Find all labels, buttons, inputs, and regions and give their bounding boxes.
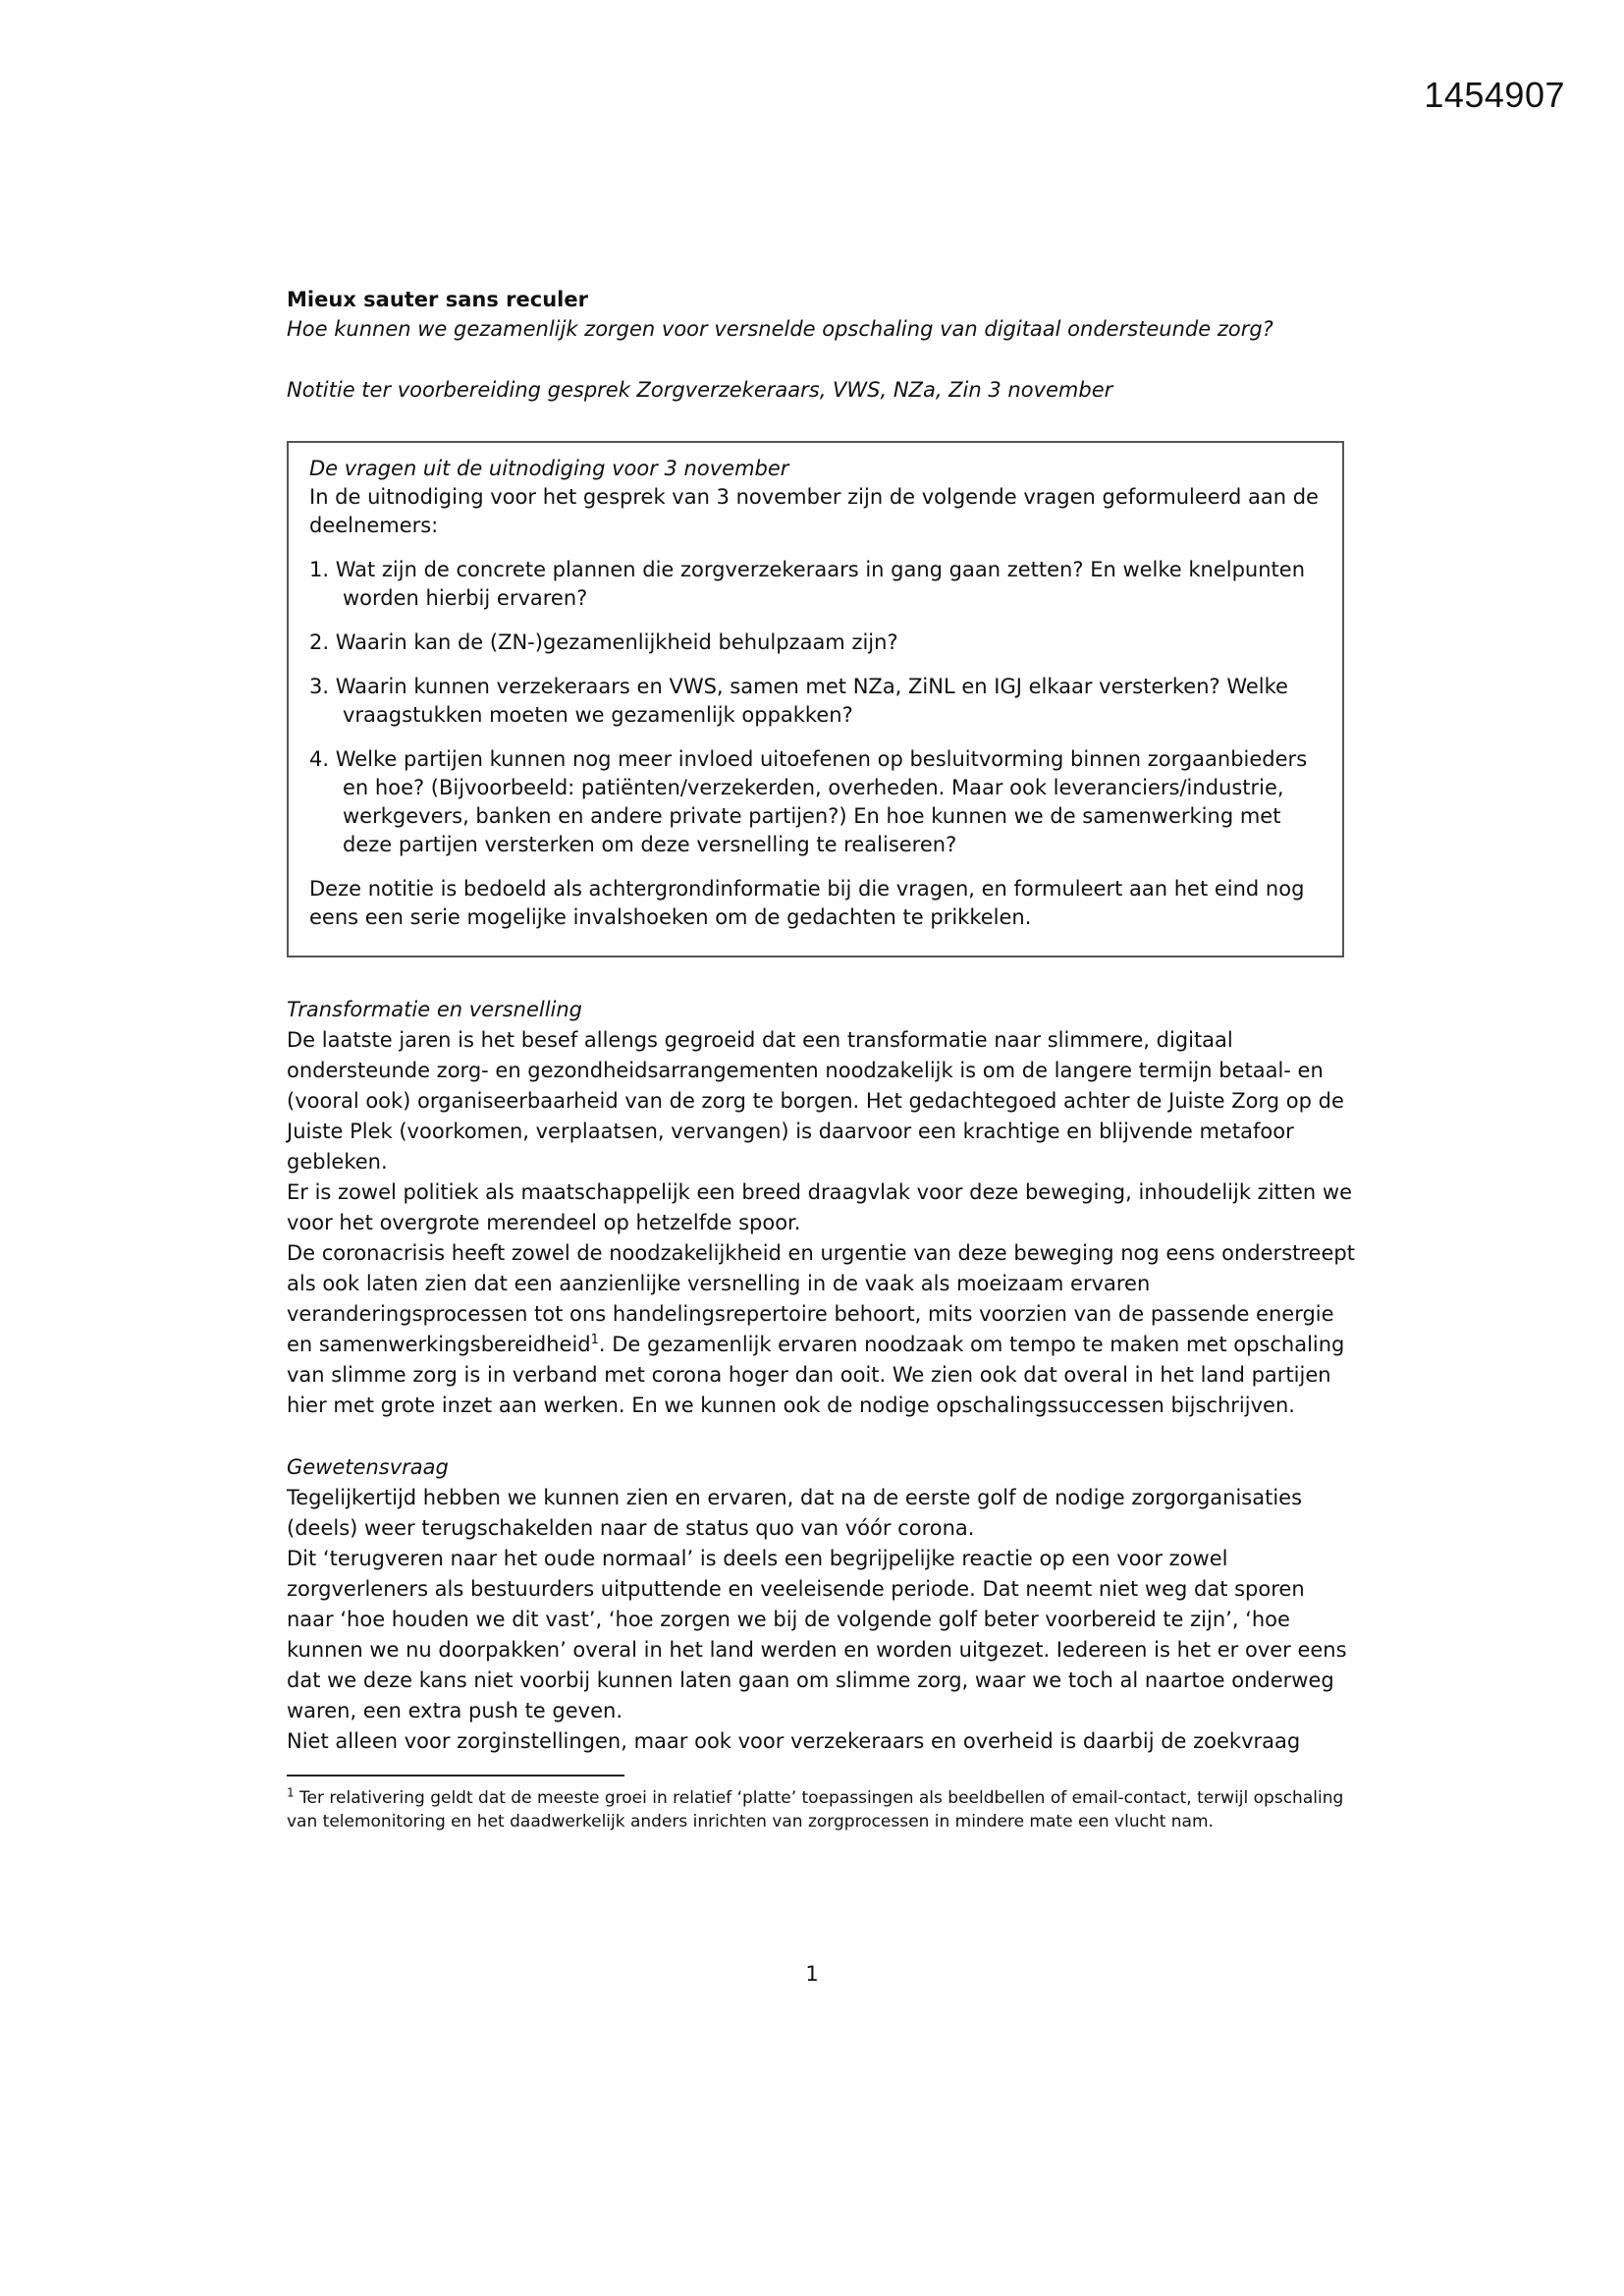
paragraph: De laatste jaren is het besef allengs gegroeid dat een transformatie naar slimmere, digitaal ondersteunde zorg- en gezondheidsarrangementen noodzakelijk is om de langere termijn betaal- en (vooral ook) organiseerbaarheid van de zorg te borgen. Het gedachtegoed achter de Juiste Zorg op de Juiste Plek (voorkomen, verplaatsen, vervangen) is daarvoor een krachtige en blijvende metafoor gebleken.	[287, 1028, 1344, 1174]
paragraph	[287, 1238, 1355, 1421]
document-note: Notitie ter voorbereiding gesprek Zorgverzekeraars, VWS, NZa, Zin 3 november	[287, 378, 1113, 402]
paragraph: Dit ‘terugveren naar het oude normaal’ is deels een begrijpelijke reactie op een voor zowel zorgverleners als bestuurders uitputtende en veeleisende periode. Dat neemt niet weg dat sporen naar ‘hoe houden we dit vast’, ‘hoe zorgen we bij de volgende golf beter voorbereid te zijn’, ‘hoe kunnen we nu doorpakken’ overal in het land werden en worden uitgezet. Iedereen is het er over eens dat we deze kans niet voorbij kunnen laten gaan om slimme zorg, waar we toch al naartoe onderweg waren, een extra push te geven.	[287, 1547, 1347, 1722]
page-number: 1	[805, 1962, 819, 1986]
paragraph: Niet alleen voor zorginstellingen, maar ook voor verzekeraars en overheid is daarbij de zoekvraag	[287, 1729, 1301, 1753]
section-heading-gewetensvraag: Gewetensvraag	[287, 1455, 449, 1479]
document-title: Mieux sauter sans reculer	[287, 288, 588, 311]
footnote-marker: 1	[287, 1785, 295, 1800]
page-content	[287, 285, 1355, 1833]
footnote-text: Ter relativering geldt dat de meeste groei in relatief ‘platte’ toepassingen als beeldbellen of email-contact, terwijl opschaling van telemonitoring en het daadwerkelijk anders inrichten van zorgprocessen in mindere mate een vlucht nam.	[287, 1788, 1344, 1831]
footnote-divider	[287, 1775, 624, 1777]
paragraph: Er is zowel politiek als maatschappelijk een breed draagvlak voor deze beweging, inhoudelijk zitten we voor het overgrote merendeel op hetzelfde spoor.	[287, 1180, 1353, 1234]
questions-list	[309, 556, 1325, 859]
paragraph-text: De coronacrisis heeft zowel de noodzakelijkheid en urgentie van deze beweging nog eens onderstreept als ook laten zien dat een aanzienlijke versnelling in de vaak als moeizaam ervaren veranderingsprocessen tot ons handelingsrepertoire behoort, mits voorzien van de passende energie en samenwerkingsbereidheid	[287, 1241, 1355, 1356]
questions-box-title: De vragen uit de uitnodiging voor 3 november	[309, 457, 789, 480]
questions-box	[287, 441, 1344, 957]
footnote	[287, 1786, 1355, 1833]
document-subtitle: Hoe kunnen we gezamenlijk zorgen voor versnelde opschaling van digitaal ondersteunde zorg?	[287, 317, 1273, 341]
question-item: 4. Welke partijen kunnen nog meer invloed uitoefenen op besluitvorming binnen zorgaanbieders en hoe? (Bijvoorbeeld: patiënten/verzekerden, overheden. Maar ook leveranciers/industrie, werkgevers, banken en andere private partijen?) En hoe kunnen we de samenwerking met deze partijen versterken om deze versnelling te realiseren?	[309, 747, 1308, 856]
questions-outro: Deze notitie is bedoeld als achtergrondinformatie bij die vragen, en formuleert aan het eind nog eens een serie mogelijke invalshoeken om de gedachten te prikkelen.	[309, 877, 1305, 929]
question-item: 3. Waarin kunnen verzekeraars en VWS, samen met NZa, ZiNL en IGJ elkaar versterken? Welke vraagstukken moeten we gezamenlijk oppakken?	[309, 675, 1288, 727]
footnote-reference: 1	[590, 1333, 599, 1347]
section-heading-transformatie: Transformatie en versnelling	[287, 998, 583, 1021]
question-item: 1. Wat zijn de concrete plannen die zorgverzekeraars in gang gaan zetten? En welke knelpunten worden hierbij ervaren?	[309, 558, 1306, 610]
paragraph: Tegelijkertijd hebben we kunnen zien en ervaren, dat na de eerste golf de nodige zorgorganisaties (deels) weer terugschakelden naar de status quo van vóór corona.	[287, 1486, 1303, 1540]
questions-intro: In de uitnodiging voor het gesprek van 3 november zijn de volgende vragen geformuleerd aan de deelnemers:	[309, 485, 1319, 537]
document-id: 1454907	[1424, 75, 1565, 115]
paragraph-text: . De gezamenlijk ervaren noodzaak om tempo te maken met opschaling van slimme zorg is in verband met corona hoger dan ooit. We zien ook dat overal in het land partijen hier met grote inzet aan werken. En we kunnen ook de nodige opschalingssuccessen bijschrijven.	[287, 1333, 1345, 1417]
question-item: 2. Waarin kan de (ZN-)gezamenlijkheid behulpzaam zijn?	[309, 630, 898, 654]
